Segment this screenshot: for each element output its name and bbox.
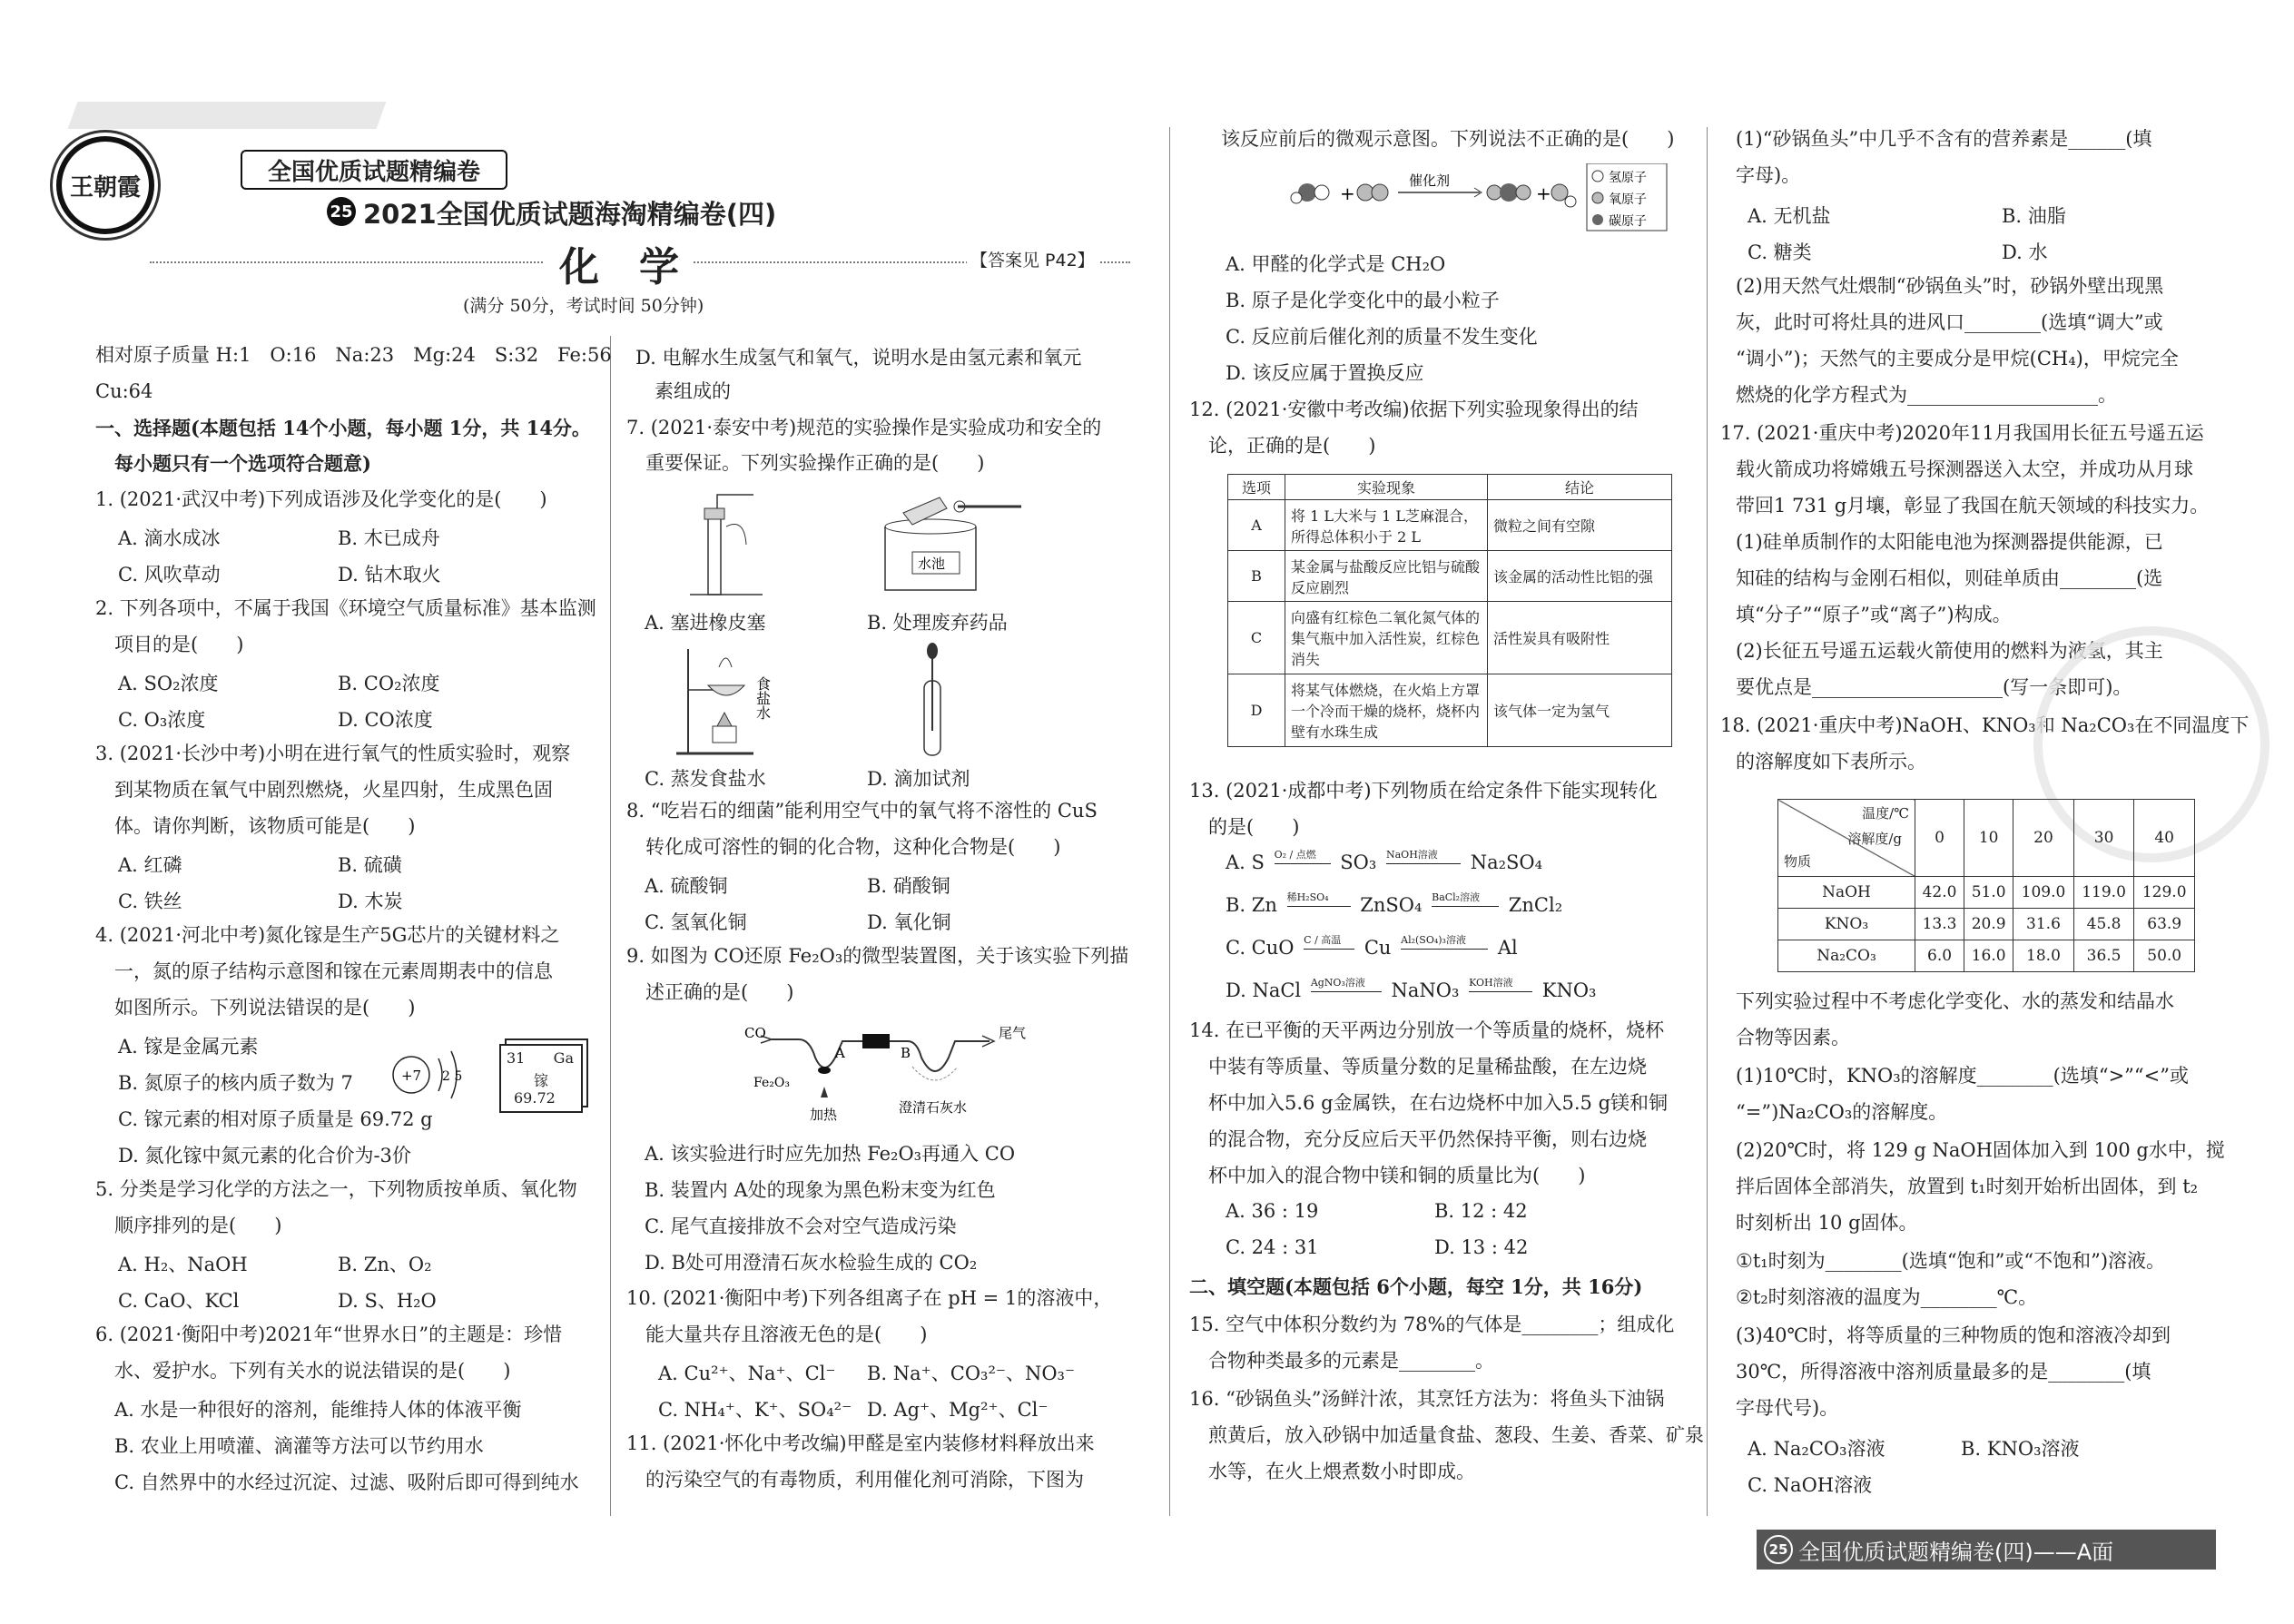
q5-option-b[interactable]: B. Zn、O₂ <box>338 1254 432 1275</box>
q16-option-c[interactable]: C. 糖类 <box>1748 241 1812 263</box>
q13-option-d[interactable] <box>1226 979 1596 1001</box>
solubility-cell: 6.0 <box>1915 940 1964 972</box>
q14-stem-3: 杯中加入5.6 g金属铁，在右边烧杯中加入5.5 g镁和铜 <box>1189 1092 1669 1114</box>
formaldehyde-reaction-diagram <box>1289 163 1670 236</box>
q11-stem: 11. (2021·怀化中考改编)甲醛是室内装修材料释放出来 <box>626 1432 1095 1454</box>
solubility-header-row <box>1778 800 2195 877</box>
reaction-arrow: O₂ / 点燃 <box>1275 863 1331 864</box>
q18-part1-2: “=”)Na₂CO₃的溶解度。 <box>1736 1101 1948 1123</box>
table-row <box>1778 940 2195 972</box>
table-row <box>1228 674 1672 747</box>
q18-note: 下列实验过程中不考虑化学变化、水的蒸发和结晶水 <box>1736 990 2174 1012</box>
q5-option-a[interactable]: A. H₂、NaOH <box>118 1254 248 1275</box>
q10-option-a[interactable]: A. Cu²⁺、Na⁺、Cl⁻ <box>658 1363 836 1384</box>
q6-option-c[interactable]: C. 自然界中的水经过沉淀、过滤、吸附后即可得到纯水 <box>95 1471 579 1493</box>
q5-option-c[interactable]: C. CaO、KCl <box>118 1290 240 1312</box>
q6-option-d[interactable]: D. 电解水生成氢气和氧气，说明水是由氢元素和氧元 <box>635 347 1082 369</box>
q9-stem: 9. 如图为 CO还原 Fe₂O₃的微型装置图，关于该实验下列描 <box>626 945 1129 967</box>
q7-option-d[interactable]: D. 滴加试剂 <box>867 768 970 790</box>
section-one-note: 每小题只有一个选项符合题意) <box>95 452 371 475</box>
temp-header: 30 <box>2073 800 2134 877</box>
q3-option-a[interactable]: A. 红磷 <box>118 854 182 876</box>
q16-part2-2: 灰，此时可将灶具的进风口________(选填“调大”或 <box>1736 311 2163 333</box>
q14-stem-2: 中装有等质量、等质量分数的足量稀盐酸，在左边烧 <box>1189 1056 1647 1078</box>
q14-stem-5: 杯中加入的混合物中镁和铜的质量比为( ) <box>1189 1165 1586 1186</box>
q12-cell: 向盛有红棕色二氧化氮气体的集气瓶中加入活性炭，红棕色消失 <box>1285 602 1488 674</box>
q1-option-b[interactable]: B. 木已成舟 <box>338 527 440 549</box>
q18-part3-3: 字母代号)。 <box>1736 1397 1839 1419</box>
solubility-cell: 42.0 <box>1915 877 1964 909</box>
q16-option-b[interactable]: B. 油脂 <box>2002 205 2066 227</box>
gallium-element-card <box>499 1044 583 1113</box>
q8-option-d[interactable]: D. 氧化铜 <box>867 911 951 933</box>
q17-stem-3: 带回1 731 g月壤，彰显了我国在航天领域的科技实力。 <box>1736 495 2210 517</box>
q11-stem-2: 的污染空气的有毒物质，利用催化剂可消除，下图为 <box>626 1469 1084 1491</box>
chain-mid: ZnSO₄ <box>1360 894 1423 916</box>
temp-header: 0 <box>1915 800 1964 877</box>
logo <box>56 136 154 234</box>
q16-stem-2: 煎黄后，放入砂锅中加适量食盐、葱段、生姜、香菜、矿泉 <box>1189 1424 1704 1446</box>
co-label: CO <box>744 1025 766 1041</box>
q3-option-b[interactable]: B. 硫磺 <box>338 854 402 876</box>
q11-stem-3: 该反应前后的微观示意图。下列说法不正确的是( ) <box>1221 128 1675 150</box>
q7-option-a[interactable]: A. 塞进橡皮塞 <box>645 612 766 634</box>
q15-stem-2: 合物种类最多的元素是________。 <box>1189 1350 1494 1372</box>
q12-head-conclusion: 结论 <box>1488 475 1672 500</box>
reaction-arrow: 稀H₂SO₄ <box>1287 906 1351 907</box>
q7-stem-2: 重要保证。下列实验操作正确的是( ) <box>626 452 985 474</box>
column-divider-3 <box>1707 127 1708 1516</box>
q18-part2: (2)20℃时，将 129 g NaOH固体加入到 100 g水中，搅 <box>1736 1139 2225 1161</box>
q10-option-b[interactable]: B. Na⁺、CO₃²⁻、NO₃⁻ <box>867 1363 1076 1384</box>
q6-stem: 6. (2021·衡阳中考)2021年“世界水日”的主题是：珍惜 <box>95 1324 563 1345</box>
q17-stem-2: 载火箭成功将嫦娥五号探测器送入太空，并成功从月球 <box>1736 458 2193 480</box>
rubber-stopper-figure <box>672 490 781 599</box>
logo-text: 王朝霞 <box>69 173 141 202</box>
q13-option-a[interactable] <box>1226 851 1542 873</box>
q12-cell: D <box>1228 674 1285 747</box>
q2-option-b[interactable]: B. CO₂浓度 <box>338 673 440 694</box>
q3-stem-3: 体。请你判断，该物质可能是( ) <box>95 815 416 837</box>
nucleus-charge: +7 <box>400 1068 422 1084</box>
q16-part2: (2)用天然气灶煨制“砂锅鱼头”时，砂锅外壁出现黑 <box>1736 275 2164 297</box>
table-row <box>1228 500 1672 551</box>
q12-stem: 12. (2021·安徽中考改编)依据下列实验现象得出的结 <box>1189 399 1639 420</box>
q10-option-d[interactable]: D. Ag⁺、Mg²⁺、Cl⁻ <box>867 1399 1049 1421</box>
column-divider-2 <box>1169 127 1170 1516</box>
point-a-label: A <box>835 1045 845 1061</box>
q18-option-a[interactable]: A. Na₂CO₃溶液 <box>1748 1438 1885 1460</box>
q9-option-b[interactable]: B. 装置内 A处的现象为黑色粉末变为红色 <box>645 1179 996 1201</box>
q6-option-a[interactable]: A. 水是一种很好的溶剂，能维持人体的体液平衡 <box>95 1399 522 1421</box>
issue-number: 25 <box>330 202 353 221</box>
electron-shells: 2 5 <box>442 1069 463 1084</box>
table-row <box>1228 602 1672 674</box>
footer-issue-circle <box>1764 1535 1793 1564</box>
exam-info: (满分 50分，考试时间 50分钟) <box>463 296 704 316</box>
q1-stem: 1. (2021·武汉中考)下列成语涉及化学变化的是( ) <box>95 488 547 510</box>
q18-part3: (3)40℃时，将等质量的三种物质的饱和溶液冷却到 <box>1736 1324 2171 1346</box>
q16-part2-4: 燃烧的化学方程式为____________________。 <box>1736 384 2117 406</box>
q10-option-c[interactable]: C. NH₄⁺、K⁺、SO₄²⁻ <box>658 1399 852 1421</box>
chain-end: KNO₃ <box>1541 979 1597 1001</box>
q8-option-b[interactable]: B. 硝酸铜 <box>867 875 950 897</box>
q8-option-a[interactable]: A. 硫酸铜 <box>645 875 728 897</box>
solubility-cell: 51.0 <box>1964 877 2013 909</box>
solubility-cell: 31.6 <box>2013 909 2074 940</box>
heat-label: 加热 <box>810 1107 838 1123</box>
q14-stem: 14. 在已平衡的天平两边分别放一个等质量的烧杯，烧杯 <box>1189 1019 1665 1041</box>
q11-option-c[interactable]: C. 反应前后催化剂的质量不发生变化 <box>1226 326 1538 348</box>
q14-option-b[interactable]: B. 12 : 42 <box>1434 1200 1528 1222</box>
reaction-arrow: Al₂(SO₄)₃溶液 <box>1401 949 1488 950</box>
series-badge-text: 全国优质试题精编卷 <box>267 158 480 186</box>
q9-option-c[interactable]: C. 尾气直接排放不会对空气造成污染 <box>645 1216 957 1237</box>
series-badge <box>241 150 507 190</box>
q12-cell: B <box>1228 551 1285 602</box>
q4-stem-2: 一，氮的原子结构示意图和镓在元素周期表中的信息 <box>95 960 553 982</box>
dropper-figure <box>908 640 962 763</box>
solubility-cell: 45.8 <box>2073 909 2134 940</box>
q10-stem: 10. (2021·衡阳中考)下列各组离子在 pH = 1的溶液中， <box>626 1287 1113 1309</box>
q5-stem-2: 顺序排列的是( ) <box>95 1215 282 1236</box>
answer-reference: 【答案见 P42】 <box>967 247 1098 271</box>
q18-stem: 18. (2021·重庆中考)NaOH、KNO₃和 Na₂CO₃在不同温度下 <box>1720 714 2250 736</box>
q12-cell: 该气体一定为氢气 <box>1488 674 1672 747</box>
salt-water-label: 食盐水 <box>753 676 772 720</box>
q18-part2-3: 时刻析出 10 g固体。 <box>1736 1212 1918 1234</box>
chain-mid: NaNO₃ <box>1391 979 1460 1001</box>
q18-part2-sub2: ②t₂时刻溶液的温度为________℃。 <box>1736 1286 2038 1308</box>
exhaust-label: 尾气 <box>999 1025 1027 1041</box>
reaction-arrow: AgNO₃溶液 <box>1311 991 1382 992</box>
q14-stem-4: 的混合物，充分反应后天平仍然保持平衡，则右边烧 <box>1189 1128 1647 1150</box>
q18-option-c[interactable]: C. NaOH溶液 <box>1748 1474 1873 1496</box>
q1-option-c[interactable]: C. 风吹草动 <box>118 564 221 586</box>
q18-part2-2: 拌后固体全部消失，放置到 t₁时刻开始析出固体，到 t₂ <box>1736 1176 2199 1197</box>
temp-header: 40 <box>2134 800 2195 877</box>
section-two-heading: 二、填空题(本题包括 6个小题，每空 1分，共 16分) <box>1189 1275 1643 1298</box>
q9-option-d[interactable]: D. B处可用澄清石灰水检验生成的 CO₂ <box>645 1252 978 1274</box>
point-b-label: B <box>901 1045 911 1061</box>
solubility-cell: 20.9 <box>1964 909 2013 940</box>
q4-stem: 4. (2021·河北中考)氮化镓是生产5G芯片的关键材料之 <box>95 924 560 946</box>
q13-option-b[interactable] <box>1226 891 1563 916</box>
legend-hydrogen: 氢原子 <box>1609 171 1647 185</box>
solubility-cell: 50.0 <box>2134 940 2195 972</box>
q17-part1-2: 知硅的结构与金刚石相似，则硅单质由________(选 <box>1736 567 2163 589</box>
solubility-cell: 109.0 <box>2013 877 2074 909</box>
q18-note-2: 合物等因素。 <box>1736 1027 1850 1048</box>
paper-title: 2021全国优质试题海淘精编卷(四) <box>363 199 777 230</box>
q3-option-c[interactable]: C. 铁丝 <box>118 891 182 912</box>
q13-stem: 13. (2021·成都中考)下列物质在给定条件下能实现转化 <box>1189 780 1658 802</box>
q16-option-a[interactable]: A. 无机盐 <box>1748 205 1831 227</box>
q18-part1: (1)10℃时，KNO₃的溶解度________(选填“>”“<”或 <box>1736 1065 2189 1087</box>
chain-mid: Cu <box>1364 937 1392 959</box>
solubility-table <box>1777 799 2195 972</box>
q8-option-c[interactable]: C. 氢氧化铜 <box>645 911 747 933</box>
q18-part3-2: 30℃，所得溶液中溶剂质量最多的是________(填 <box>1736 1361 2151 1383</box>
solubility-cell: 18.0 <box>2013 940 2074 972</box>
q12-cell: 该金属的活动性比铝的强 <box>1488 551 1672 602</box>
q7-option-c[interactable]: C. 蒸发食盐水 <box>645 768 766 790</box>
footer-text: 全国优质试题精编卷(四)——A面 <box>1798 1539 2114 1565</box>
reaction-arrow: BaCl₂溶液 <box>1432 906 1499 907</box>
solubility-cell: 16.0 <box>1964 940 2013 972</box>
q12-head-phenomenon: 实验现象 <box>1285 475 1488 500</box>
q12-table-header <box>1228 475 1672 500</box>
section-one-heading: 一、选择题(本题包括 14个小题，每小题 1分，共 14分。 <box>95 417 591 439</box>
q12-cell: C <box>1228 602 1285 674</box>
chain-end: Na₂SO₄ <box>1470 851 1543 873</box>
chain-end: ZnCl₂ <box>1508 894 1563 916</box>
q12-table <box>1227 474 1672 747</box>
q14-option-d[interactable]: D. 13 : 42 <box>1434 1236 1529 1258</box>
q18-option-b[interactable]: B. KNO₃溶液 <box>1961 1438 2080 1460</box>
ga-mass: 69.72 <box>514 1089 556 1107</box>
q7-stem: 7. (2021·泰安中考)规范的实验操作是实验成功和安全的 <box>626 417 1102 438</box>
reaction-arrow: C / 高温 <box>1304 949 1354 950</box>
chain-start: C. CuO <box>1226 937 1295 959</box>
q1-option-a[interactable]: A. 滴水成冰 <box>118 527 221 549</box>
column-divider-1 <box>610 336 611 1516</box>
footer-bar <box>1757 1530 2216 1570</box>
waste-disposal-figure <box>876 490 1030 599</box>
q10-stem-2: 能大量共存且溶液无色的是( ) <box>626 1324 928 1345</box>
q17-part1-3: 填“分子”“原子”或“离子”)构成。 <box>1736 604 2012 625</box>
q12-stem-2: 论，正确的是( ) <box>1189 435 1376 457</box>
solubility-cell: 13.3 <box>1915 909 1964 940</box>
q16-part1-2: 字母)。 <box>1736 164 1801 186</box>
issue-number-circle <box>327 197 356 226</box>
q4-option-d[interactable]: D. 氮化镓中氮元素的化合价为-3价 <box>118 1145 411 1166</box>
q16-option-d[interactable]: D. 水 <box>2002 241 2048 263</box>
q16-part1: (1)“砂锅鱼头”中几乎不含有的营养素是______(填 <box>1736 128 2152 150</box>
q2-stem: 2. 下列各项中，不属于我国《环境空气质量标准》基本监测 <box>95 597 596 619</box>
nitrogen-atom-diagram <box>386 1042 477 1107</box>
substance-name: Na₂CO₃ <box>1778 940 1915 972</box>
table-corner: 温度/℃ 溶解度/g 物质 <box>1778 800 1915 877</box>
q11-option-d[interactable]: D. 该反应属于置换反应 <box>1226 362 1424 384</box>
ga-number: 31 <box>507 1049 526 1067</box>
fe2o3-label: Fe₂O₃ <box>753 1076 790 1090</box>
subject-title: 化 学 <box>545 234 694 292</box>
q16-stem: 16. “砂锅鱼头”汤鲜汁浓，其烹饪方法为：将鱼头下油锅 <box>1189 1388 1665 1410</box>
q18-part2-sub1: ①t₁时刻为________(选填“饱和”或“不饱和”)溶液。 <box>1736 1250 2166 1272</box>
q9-option-a[interactable]: A. 该实验进行时应先加热 Fe₂O₃再通入 CO <box>645 1143 1016 1165</box>
chain-start: B. Zn <box>1226 894 1277 916</box>
chain-start: A. S <box>1226 851 1265 873</box>
q17-part1: (1)硅单质制作的太阳能电池为探测器提供能源，已 <box>1736 531 2163 553</box>
q3-stem: 3. (2021·长沙中考)小明在进行氧气的性质实验时，观察 <box>95 743 571 764</box>
q18-stem-2: 的溶解度如下表所示。 <box>1736 751 1926 773</box>
solubility-cell: 63.9 <box>2134 909 2195 940</box>
ga-symbol: Ga <box>553 1049 574 1067</box>
solubility-cell: 119.0 <box>2073 877 2134 909</box>
q12-cell: 活性炭具有吸附性 <box>1488 602 1672 674</box>
svg-text:+: + <box>1340 182 1355 204</box>
q8-stem: 8. “吃岩石的细菌”能利用空气中的氧气将不溶性的 CuS <box>626 800 1098 822</box>
q11-option-b[interactable]: B. 原子是化学变化中的最小粒子 <box>1226 290 1500 311</box>
q17-stem: 17. (2021·重庆中考)2020年11月我国用长征五号遥五运 <box>1720 422 2204 444</box>
chain-end: Al <box>1497 937 1518 959</box>
q1-option-d[interactable]: D. 钻木取火 <box>338 564 441 586</box>
svg-text:+: + <box>1536 182 1551 204</box>
q4-option-b[interactable]: B. 氮原子的核内质子数为 7 <box>118 1072 353 1094</box>
chain-start: D. NaCl <box>1226 979 1302 1001</box>
q2-option-d[interactable]: D. CO浓度 <box>338 709 433 731</box>
atomic-mass-line: 相对原子质量 H:1 O:16 Na:23 Mg:24 S:32 Fe:56 <box>95 344 612 366</box>
solubility-cell: 36.5 <box>2073 940 2134 972</box>
temp-header: 20 <box>2013 800 2074 877</box>
q11-option-a[interactable]: A. 甲醛的化学式是 CH₂O <box>1226 253 1446 275</box>
q17-part2-2: 要优点是____________________(写一条即可)。 <box>1736 676 2132 698</box>
q12-head-option: 选项 <box>1228 475 1285 500</box>
header-ribbon <box>68 102 387 129</box>
pool-label: 水池 <box>918 556 946 572</box>
chain-mid: SO₃ <box>1340 851 1377 873</box>
q13-option-c[interactable] <box>1226 934 1518 959</box>
substance-name: NaOH <box>1778 877 1915 909</box>
q13-stem-2: 的是( ) <box>1189 816 1300 838</box>
table-row <box>1778 877 2195 909</box>
q7-option-b[interactable]: B. 处理废弃药品 <box>867 612 1008 634</box>
q16-part2-3: “调小”)；天然气的主要成分是甲烷(CH₄)，甲烷完全 <box>1736 348 2179 369</box>
substance-name: KNO₃ <box>1778 909 1915 940</box>
q2-option-a[interactable]: A. SO₂浓度 <box>118 673 219 694</box>
table-row <box>1778 909 2195 940</box>
limewater-label: 澄清石灰水 <box>899 1099 968 1116</box>
q6-stem-2: 水、爱护水。下列有关水的说法错误的是( ) <box>95 1360 511 1382</box>
legend-carbon: 碳原子 <box>1609 214 1647 229</box>
q5-stem: 5. 分类是学习化学的方法之一，下列物质按单质、氧化物 <box>95 1178 577 1200</box>
q9-stem-2: 述正确的是( ) <box>626 981 794 1003</box>
q8-stem-2: 转化成可溶性的铜的化合物，这种化合物是( ) <box>626 836 1061 858</box>
q5-option-d[interactable]: D. S、H₂O <box>338 1290 437 1312</box>
q14-option-a[interactable]: A. 36 : 19 <box>1226 1200 1319 1222</box>
reaction-arrow: KOH溶液 <box>1469 991 1532 992</box>
ga-name: 镓 <box>534 1072 549 1089</box>
q2-stem-2: 项目的是( ) <box>95 634 244 655</box>
q17-part2: (2)长征五号遥五运载火箭使用的燃料为液氢，其主 <box>1736 640 2163 662</box>
q4-option-a[interactable]: A. 镓是金属元素 <box>118 1036 259 1058</box>
q6-option-d-2: 素组成的 <box>635 380 731 402</box>
evaporation-figure <box>672 640 808 763</box>
temp-header: 10 <box>1964 800 2013 877</box>
q12-cell: 将 1 L大米与 1 L芝麻混合，所得总体积小于 2 L <box>1285 500 1488 551</box>
q4-stem-3: 如图所示。下列说法错误的是( ) <box>95 997 416 1019</box>
reaction-arrow: NaOH溶液 <box>1386 863 1461 864</box>
q3-option-d[interactable]: D. 木炭 <box>338 891 403 912</box>
co-reduction-apparatus <box>744 1021 1044 1130</box>
q4-option-c[interactable]: C. 镓元素的相对原子质量是 69.72 g <box>118 1108 433 1130</box>
q16-stem-3: 水等，在火上煨煮数小时即成。 <box>1189 1461 1475 1482</box>
q6-option-b[interactable]: B. 农业上用喷灌、滴灌等方法可以节约用水 <box>95 1435 484 1457</box>
footer-issue-num: 25 <box>1768 1541 1788 1558</box>
table-row <box>1228 551 1672 602</box>
q12-cell: A <box>1228 500 1285 551</box>
q15-stem: 15. 空气中体积分数约为 78%的气体是________；组成化 <box>1189 1314 1675 1335</box>
q14-option-c[interactable]: C. 24 : 31 <box>1226 1236 1319 1258</box>
q3-stem-2: 到某物质在氧气中剧烈燃烧，火星四射，生成黑色固 <box>95 779 553 801</box>
catalyst-label: 催化剂 <box>1409 172 1451 189</box>
q12-cell: 将某气体燃烧，在火焰上方罩一个冷而干燥的烧杯，烧杯内壁有水珠生成 <box>1285 674 1488 747</box>
legend-oxygen: 氧原子 <box>1609 192 1647 207</box>
q12-cell: 某金属与盐酸反应比铝与硫酸反应剧烈 <box>1285 551 1488 602</box>
q2-option-c[interactable]: C. O₃浓度 <box>118 709 206 731</box>
atomic-mass-line-2: Cu:64 <box>95 380 153 402</box>
q12-cell: 微粒之间有空隙 <box>1488 500 1672 551</box>
solubility-cell: 129.0 <box>2134 877 2195 909</box>
